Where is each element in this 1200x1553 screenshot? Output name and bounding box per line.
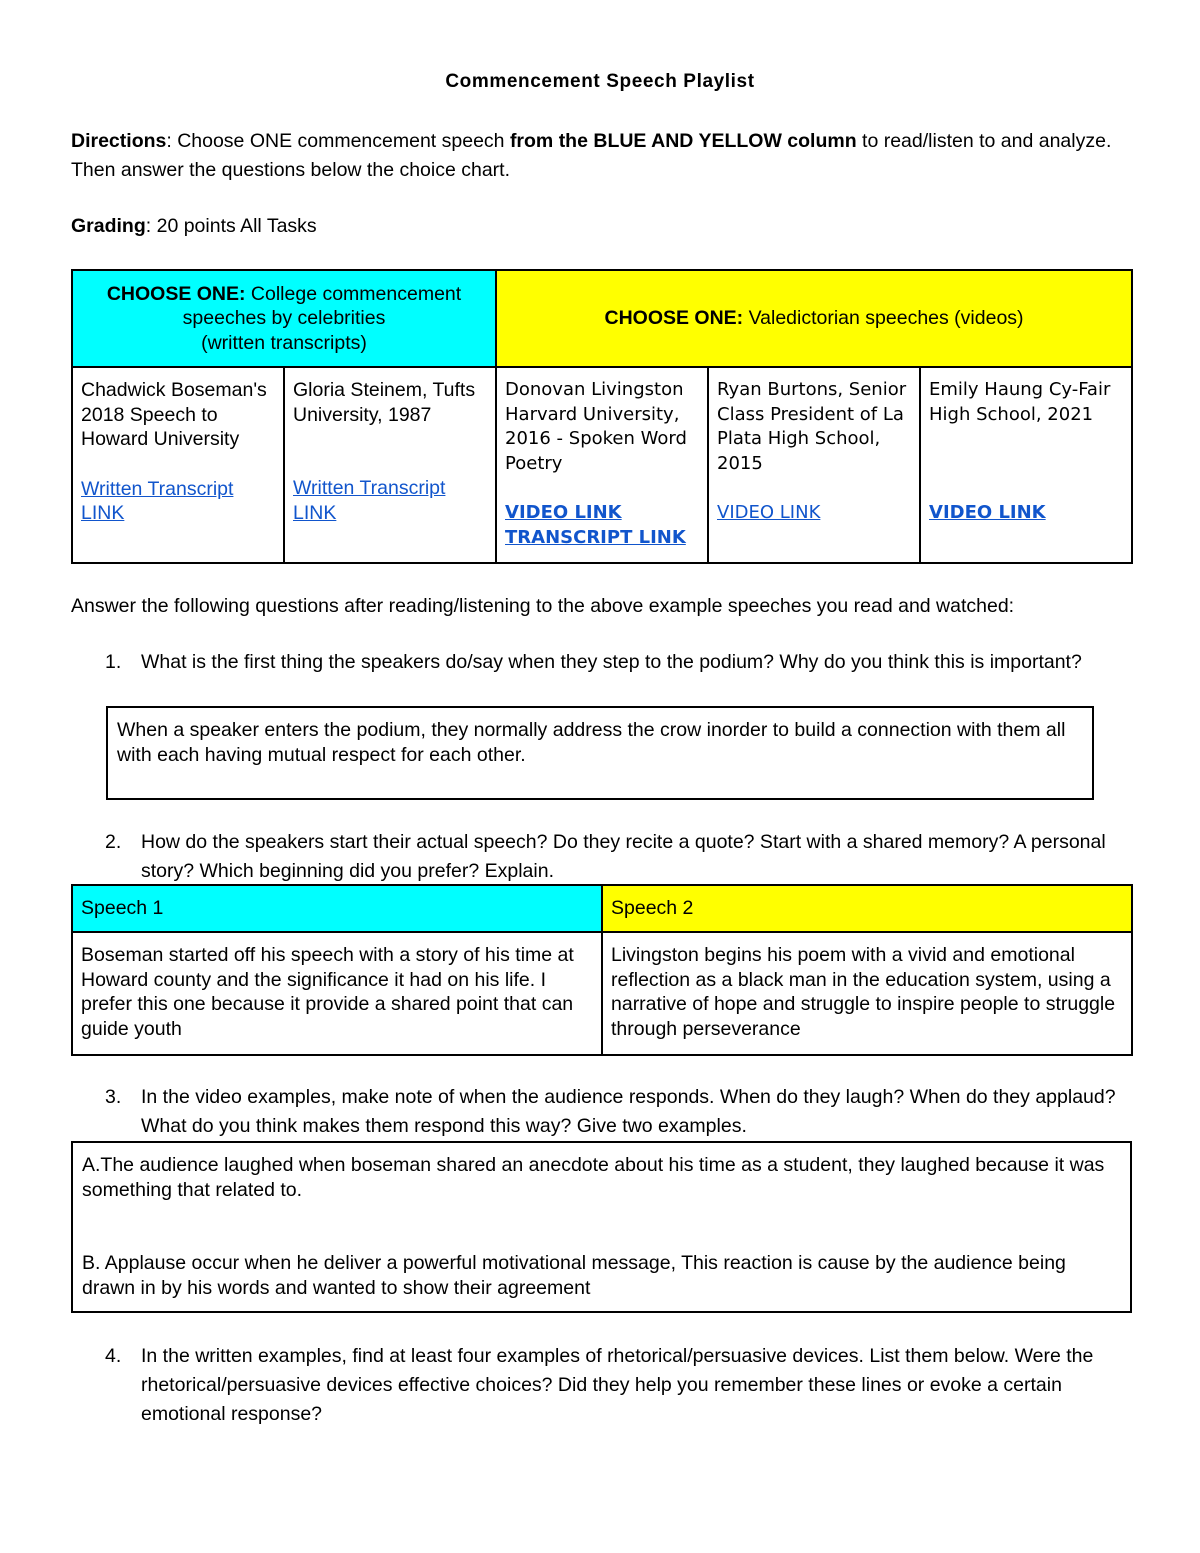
directions-label: Directions <box>71 130 167 152</box>
speech-cell-livingston <box>496 367 708 563</box>
question-3-answer-a: A.The audience laughed when boseman shared an anecdote about his time as a student, they laughed because it was something that related to. <box>82 1154 1105 1201</box>
speech-1-header: Speech 1 <box>72 885 602 932</box>
yellow-header-bold: CHOOSE ONE: <box>604 307 744 330</box>
question-1-answer-box[interactable] <box>106 706 1094 800</box>
speech-cell-haung <box>920 367 1132 563</box>
speech-cell-burtons <box>708 367 920 563</box>
question-2-answer-table <box>71 884 1133 1056</box>
yellow-column-header <box>496 270 1132 367</box>
speech-cell-steinem <box>284 367 496 563</box>
video-link[interactable]: VIDEO LINK <box>929 502 1046 523</box>
speech-cell-boseman <box>72 367 284 563</box>
page-title: Commencement Speech Playlist <box>445 71 755 92</box>
question-3-text: In the video examples, make note of when the audience responds. When do they laugh? When do they applaud? What do you think makes them respond this way? Give two examples. <box>141 1086 1116 1137</box>
speech-2-answer[interactable]: Livingston begins his poem with a vivid and emotional reflection as a black man in the education system, using a narrative of hope and struggle to inspire people to struggle through perseverance <box>602 932 1132 1055</box>
grading-text: : 20 points All Tasks <box>145 215 317 237</box>
video-link[interactable]: VIDEO LINK <box>505 502 622 523</box>
question-4-number: 4. <box>105 1345 122 1367</box>
question-3-answer-b: B. Applause occur when he deliver a powerful motivational message, This reaction is cause by the audience being drawn in by his words and wanted to show their agreement <box>82 1252 1066 1299</box>
question-1-answer: When a speaker enters the podium, they normally address the crow inorder to build a connection with them all with each having mutual respect for each other. <box>117 719 1066 766</box>
question-2-text: How do the speakers start their actual speech? Do they recite a quote? Start with a shared memory? A personal story? Which beginning did you prefer? Explain. <box>141 831 1106 882</box>
question-3-number: 3. <box>105 1086 122 1108</box>
grading-label: Grading <box>71 215 146 237</box>
blue-header-text: College commencement speeches by celebrities <box>182 282 462 330</box>
question-2-number: 2. <box>105 831 122 853</box>
choice-chart <box>71 269 1133 564</box>
question-1-number: 1. <box>105 651 122 673</box>
question-1-text: What is the first thing the speakers do/say when they step to the podium? Why do you think this is important? <box>141 651 1082 673</box>
directions-text-2: to read/listen to and analyze. Then answer the questions below the choice chart. <box>71 130 1112 181</box>
speech-name: Emily Haung Cy-Fair High School, 2021 <box>929 379 1111 425</box>
blue-header-sub: (written transcripts) <box>201 331 367 354</box>
grading <box>71 212 1131 241</box>
directions-text-1: : Choose ONE commencement speech <box>166 130 510 152</box>
question-4-text: In the written examples, find at least four examples of rhetorical/persuasive devices. List them below. Were the rhetorical/persuasive devices effective choices? Did they help you remember these lines or evoke a certain emotional response? <box>141 1345 1094 1425</box>
written-transcript-link[interactable]: Written Transcript LINK <box>293 477 446 524</box>
speech-1-answer[interactable]: Boseman started off his speech with a story of his time at Howard county and the significance it had on his life. I prefer this one because it provide a shared point that can guide youth <box>72 932 602 1055</box>
video-link[interactable]: VIDEO LINK <box>717 502 821 523</box>
directions <box>71 127 1131 185</box>
blue-header-bold: CHOOSE ONE: <box>106 282 246 305</box>
questions-intro: Answer the following questions after reading/listening to the above example speeches you read and watched: <box>71 595 1015 617</box>
speech-name: Chadwick Boseman's 2018 Speech to Howard University <box>81 379 267 450</box>
speech-name: Donovan Livingston Harvard University, 2016 - Spoken Word Poetry <box>505 379 687 474</box>
speech-name: Ryan Burtons, Senior Class President of La Plata High School, 2015 <box>717 379 907 474</box>
speech-2-header: Speech 2 <box>602 885 1132 932</box>
yellow-header-text: Valedictorian speeches (videos) <box>743 307 1024 330</box>
transcript-link[interactable]: TRANSCRIPT LINK <box>505 526 686 548</box>
directions-bold: from the BLUE AND YELLOW column <box>509 130 857 152</box>
blue-column-header <box>72 270 496 367</box>
question-3-answer-box[interactable] <box>71 1141 1132 1313</box>
written-transcript-link[interactable]: Written Transcript LINK <box>81 477 234 524</box>
speech-name: Gloria Steinem, Tufts University, 1987 <box>293 379 476 426</box>
